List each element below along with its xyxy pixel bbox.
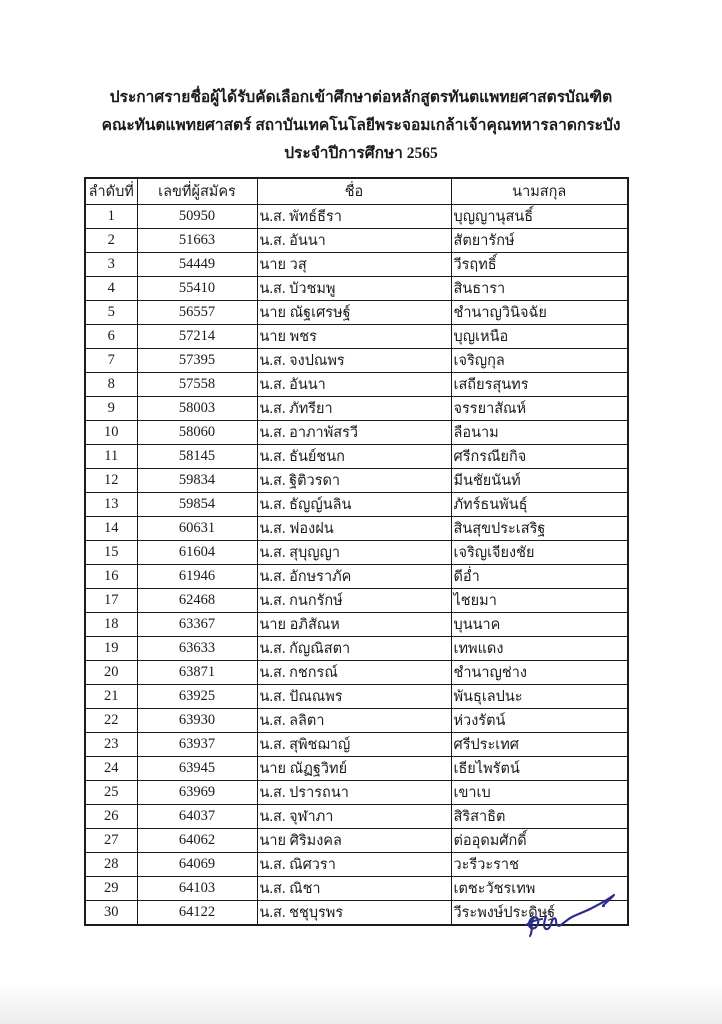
cell-last-name: จรรยาสัณห์ [451, 396, 628, 420]
cell-applicant-number: 51663 [137, 228, 257, 252]
table-row [85, 444, 628, 468]
table-row [85, 252, 628, 276]
table-row [85, 780, 628, 804]
cell-first-name: น.ส. ลลิตา [257, 708, 451, 732]
table-header [85, 178, 628, 204]
cell-last-name: เทพแดง [451, 636, 628, 660]
cell-order-number: 28 [85, 852, 137, 876]
cell-order-number: 24 [85, 756, 137, 780]
cell-first-name: นาย ศิริมงคล [257, 828, 451, 852]
cell-last-name: เธียไพรัตน์ [451, 756, 628, 780]
cell-applicant-number: 64122 [137, 900, 257, 925]
cell-applicant-number: 57558 [137, 372, 257, 396]
cell-applicant-number: 57395 [137, 348, 257, 372]
cell-first-name: น.ส. กชกรณ์ [257, 660, 451, 684]
cell-applicant-number: 54449 [137, 252, 257, 276]
cell-order-number: 7 [85, 348, 137, 372]
cell-last-name: ห่วงรัตน์ [451, 708, 628, 732]
announcement-title [0, 84, 722, 168]
cell-applicant-number: 64103 [137, 876, 257, 900]
cell-order-number: 17 [85, 588, 137, 612]
cell-applicant-number: 58145 [137, 444, 257, 468]
cell-last-name: ชำนาญวินิจฉัย [451, 300, 628, 324]
cell-applicant-number: 60631 [137, 516, 257, 540]
cell-order-number: 14 [85, 516, 137, 540]
cell-order-number: 5 [85, 300, 137, 324]
cell-last-name: ดีอ่ำ [451, 564, 628, 588]
title-line-2: คณะทันตแพทยศาสตร์ สถาบันเทคโนโลยีพระจอมเกล้าเจ้าคุณทหารลาดกระบัง [101, 117, 621, 134]
cell-last-name: ภัทร์ธนพันธุ์ [451, 492, 628, 516]
cell-first-name: น.ส. ธัญญ์นลิน [257, 492, 451, 516]
cell-last-name: พันธุเลปนะ [451, 684, 628, 708]
cell-applicant-number: 50950 [137, 204, 257, 228]
cell-order-number: 11 [85, 444, 137, 468]
cell-last-name: เตชะวัชรเทพ [451, 876, 628, 900]
table-row [85, 420, 628, 444]
table-row [85, 276, 628, 300]
cell-last-name: สินธารา [451, 276, 628, 300]
cell-first-name: น.ส. ฟองฝน [257, 516, 451, 540]
cell-first-name: น.ส. อักษราภัค [257, 564, 451, 588]
cell-order-number: 16 [85, 564, 137, 588]
header-first-name: ชื่อ [257, 178, 451, 204]
table-row [85, 684, 628, 708]
selected-candidates-table [84, 177, 629, 926]
cell-first-name: น.ส. อาภาพัสรวี [257, 420, 451, 444]
cell-order-number: 23 [85, 732, 137, 756]
cell-order-number: 30 [85, 900, 137, 925]
cell-order-number: 19 [85, 636, 137, 660]
cell-first-name: น.ส. กนกรักษ์ [257, 588, 451, 612]
cell-first-name: น.ส. ชชุบุรพร [257, 900, 451, 925]
cell-last-name: มีนชัยนันท์ [451, 468, 628, 492]
cell-last-name: สัตยารักษ์ [451, 228, 628, 252]
table-row [85, 396, 628, 420]
cell-last-name: วีรฤทธิ์ [451, 252, 628, 276]
table-body [85, 204, 628, 925]
cell-first-name: น.ส. สุบุญญา [257, 540, 451, 564]
table-header-row [85, 178, 628, 204]
cell-first-name: น.ส. ปรารถนา [257, 780, 451, 804]
cell-last-name: บุญเหนือ [451, 324, 628, 348]
cell-applicant-number: 61604 [137, 540, 257, 564]
cell-last-name: ต่ออุดมศักดิ์ [451, 828, 628, 852]
header-applicant-number: เลขที่ผู้สมัคร [137, 178, 257, 204]
cell-first-name: น.ส. อันนา [257, 228, 451, 252]
cell-order-number: 10 [85, 420, 137, 444]
cell-last-name: สิริสาธิต [451, 804, 628, 828]
cell-first-name: น.ส. ณิศวรา [257, 852, 451, 876]
cell-order-number: 2 [85, 228, 137, 252]
header-order-number: ลำดับที่ [85, 178, 137, 204]
cell-order-number: 20 [85, 660, 137, 684]
table-row [85, 588, 628, 612]
table-row [85, 300, 628, 324]
table-row [85, 372, 628, 396]
cell-last-name: สินสุขประเสริฐ [451, 516, 628, 540]
cell-order-number: 12 [85, 468, 137, 492]
cell-first-name: น.ส. ณิชา [257, 876, 451, 900]
cell-first-name: นาย พชร [257, 324, 451, 348]
table-row [85, 708, 628, 732]
cell-first-name: นาย ณัฏฐวิทย์ [257, 756, 451, 780]
table-row [85, 468, 628, 492]
cell-first-name: นาย วสุ [257, 252, 451, 276]
cell-first-name: น.ส. พัทธ์ธีรา [257, 204, 451, 228]
cell-last-name: เสถียรสุนทร [451, 372, 628, 396]
cell-applicant-number: 58003 [137, 396, 257, 420]
cell-first-name: นาย อภิสัณห [257, 612, 451, 636]
cell-applicant-number: 63633 [137, 636, 257, 660]
cell-applicant-number: 55410 [137, 276, 257, 300]
cell-last-name: บุนนาค [451, 612, 628, 636]
cell-order-number: 15 [85, 540, 137, 564]
cell-last-name: เจริญกุล [451, 348, 628, 372]
cell-last-name: ลือนาม [451, 420, 628, 444]
cell-applicant-number: 63937 [137, 732, 257, 756]
table-row [85, 492, 628, 516]
table-row [85, 828, 628, 852]
cell-order-number: 22 [85, 708, 137, 732]
table-row [85, 348, 628, 372]
cell-first-name: นาย ณัฐเศรษฐ์ [257, 300, 451, 324]
cell-applicant-number: 59854 [137, 492, 257, 516]
cell-applicant-number: 63925 [137, 684, 257, 708]
cell-last-name: ชำนาญช่าง [451, 660, 628, 684]
cell-applicant-number: 63945 [137, 756, 257, 780]
title-line-1: ประกาศรายชื่อผู้ได้รับคัดเลือกเข้าศึกษาต่อหลักสูตรทันตแพทยศาสตรบัณฑิต [109, 89, 613, 106]
table-row [85, 228, 628, 252]
table-row [85, 204, 628, 228]
cell-order-number: 4 [85, 276, 137, 300]
table-row [85, 852, 628, 876]
table-row [85, 660, 628, 684]
cell-applicant-number: 61946 [137, 564, 257, 588]
cell-last-name: เขาเบ [451, 780, 628, 804]
title-line-3: ประจำปีการศึกษา 2565 [284, 145, 438, 162]
cell-last-name: วีระพงษ์ประดิษฐ์ [451, 900, 628, 925]
table-row [85, 756, 628, 780]
cell-first-name: น.ส. จงปณพร [257, 348, 451, 372]
cell-last-name: ไชยมา [451, 588, 628, 612]
table-row [85, 732, 628, 756]
cell-order-number: 25 [85, 780, 137, 804]
cell-order-number: 3 [85, 252, 137, 276]
signature-strokes [526, 895, 614, 936]
cell-last-name: บุญญานุสนธิ์ [451, 204, 628, 228]
table-row [85, 516, 628, 540]
cell-order-number: 1 [85, 204, 137, 228]
cell-order-number: 9 [85, 396, 137, 420]
cell-order-number: 6 [85, 324, 137, 348]
cell-applicant-number: 63969 [137, 780, 257, 804]
cell-order-number: 21 [85, 684, 137, 708]
cell-applicant-number: 59834 [137, 468, 257, 492]
cell-first-name: น.ส. กัญณิสตา [257, 636, 451, 660]
cell-first-name: น.ส. ปัณณพร [257, 684, 451, 708]
cell-last-name: วะรีวะราช [451, 852, 628, 876]
cell-last-name: ศรีประเทศ [451, 732, 628, 756]
cell-applicant-number: 63930 [137, 708, 257, 732]
cell-order-number: 8 [85, 372, 137, 396]
cell-order-number: 27 [85, 828, 137, 852]
handwritten-signature [512, 893, 632, 953]
cell-applicant-number: 64062 [137, 828, 257, 852]
table-row [85, 564, 628, 588]
cell-applicant-number: 63367 [137, 612, 257, 636]
table-row [85, 636, 628, 660]
cell-applicant-number: 58060 [137, 420, 257, 444]
table-row [85, 540, 628, 564]
cell-order-number: 29 [85, 876, 137, 900]
cell-applicant-number: 63871 [137, 660, 257, 684]
cell-last-name: เจริญเจียงชัย [451, 540, 628, 564]
cell-first-name: น.ส. สุพิชฌาญ์ [257, 732, 451, 756]
cell-applicant-number: 64069 [137, 852, 257, 876]
table-row [85, 612, 628, 636]
cell-order-number: 13 [85, 492, 137, 516]
cell-first-name: น.ส. ธันย์ชนก [257, 444, 451, 468]
cell-first-name: น.ส. จุฬาภา [257, 804, 451, 828]
cell-applicant-number: 62468 [137, 588, 257, 612]
cell-applicant-number: 64037 [137, 804, 257, 828]
cell-order-number: 18 [85, 612, 137, 636]
cell-first-name: น.ส. อันนา [257, 372, 451, 396]
cell-applicant-number: 57214 [137, 324, 257, 348]
cell-order-number: 26 [85, 804, 137, 828]
table-row [85, 324, 628, 348]
cell-applicant-number: 56557 [137, 300, 257, 324]
table-row [85, 804, 628, 828]
cell-first-name: น.ส. บัวชมพู [257, 276, 451, 300]
cell-last-name: ศรีกรณียกิจ [451, 444, 628, 468]
cell-first-name: น.ส. ฐิติวรดา [257, 468, 451, 492]
header-last-name: นามสกุล [451, 178, 628, 204]
cell-first-name: น.ส. ภัทรียา [257, 396, 451, 420]
